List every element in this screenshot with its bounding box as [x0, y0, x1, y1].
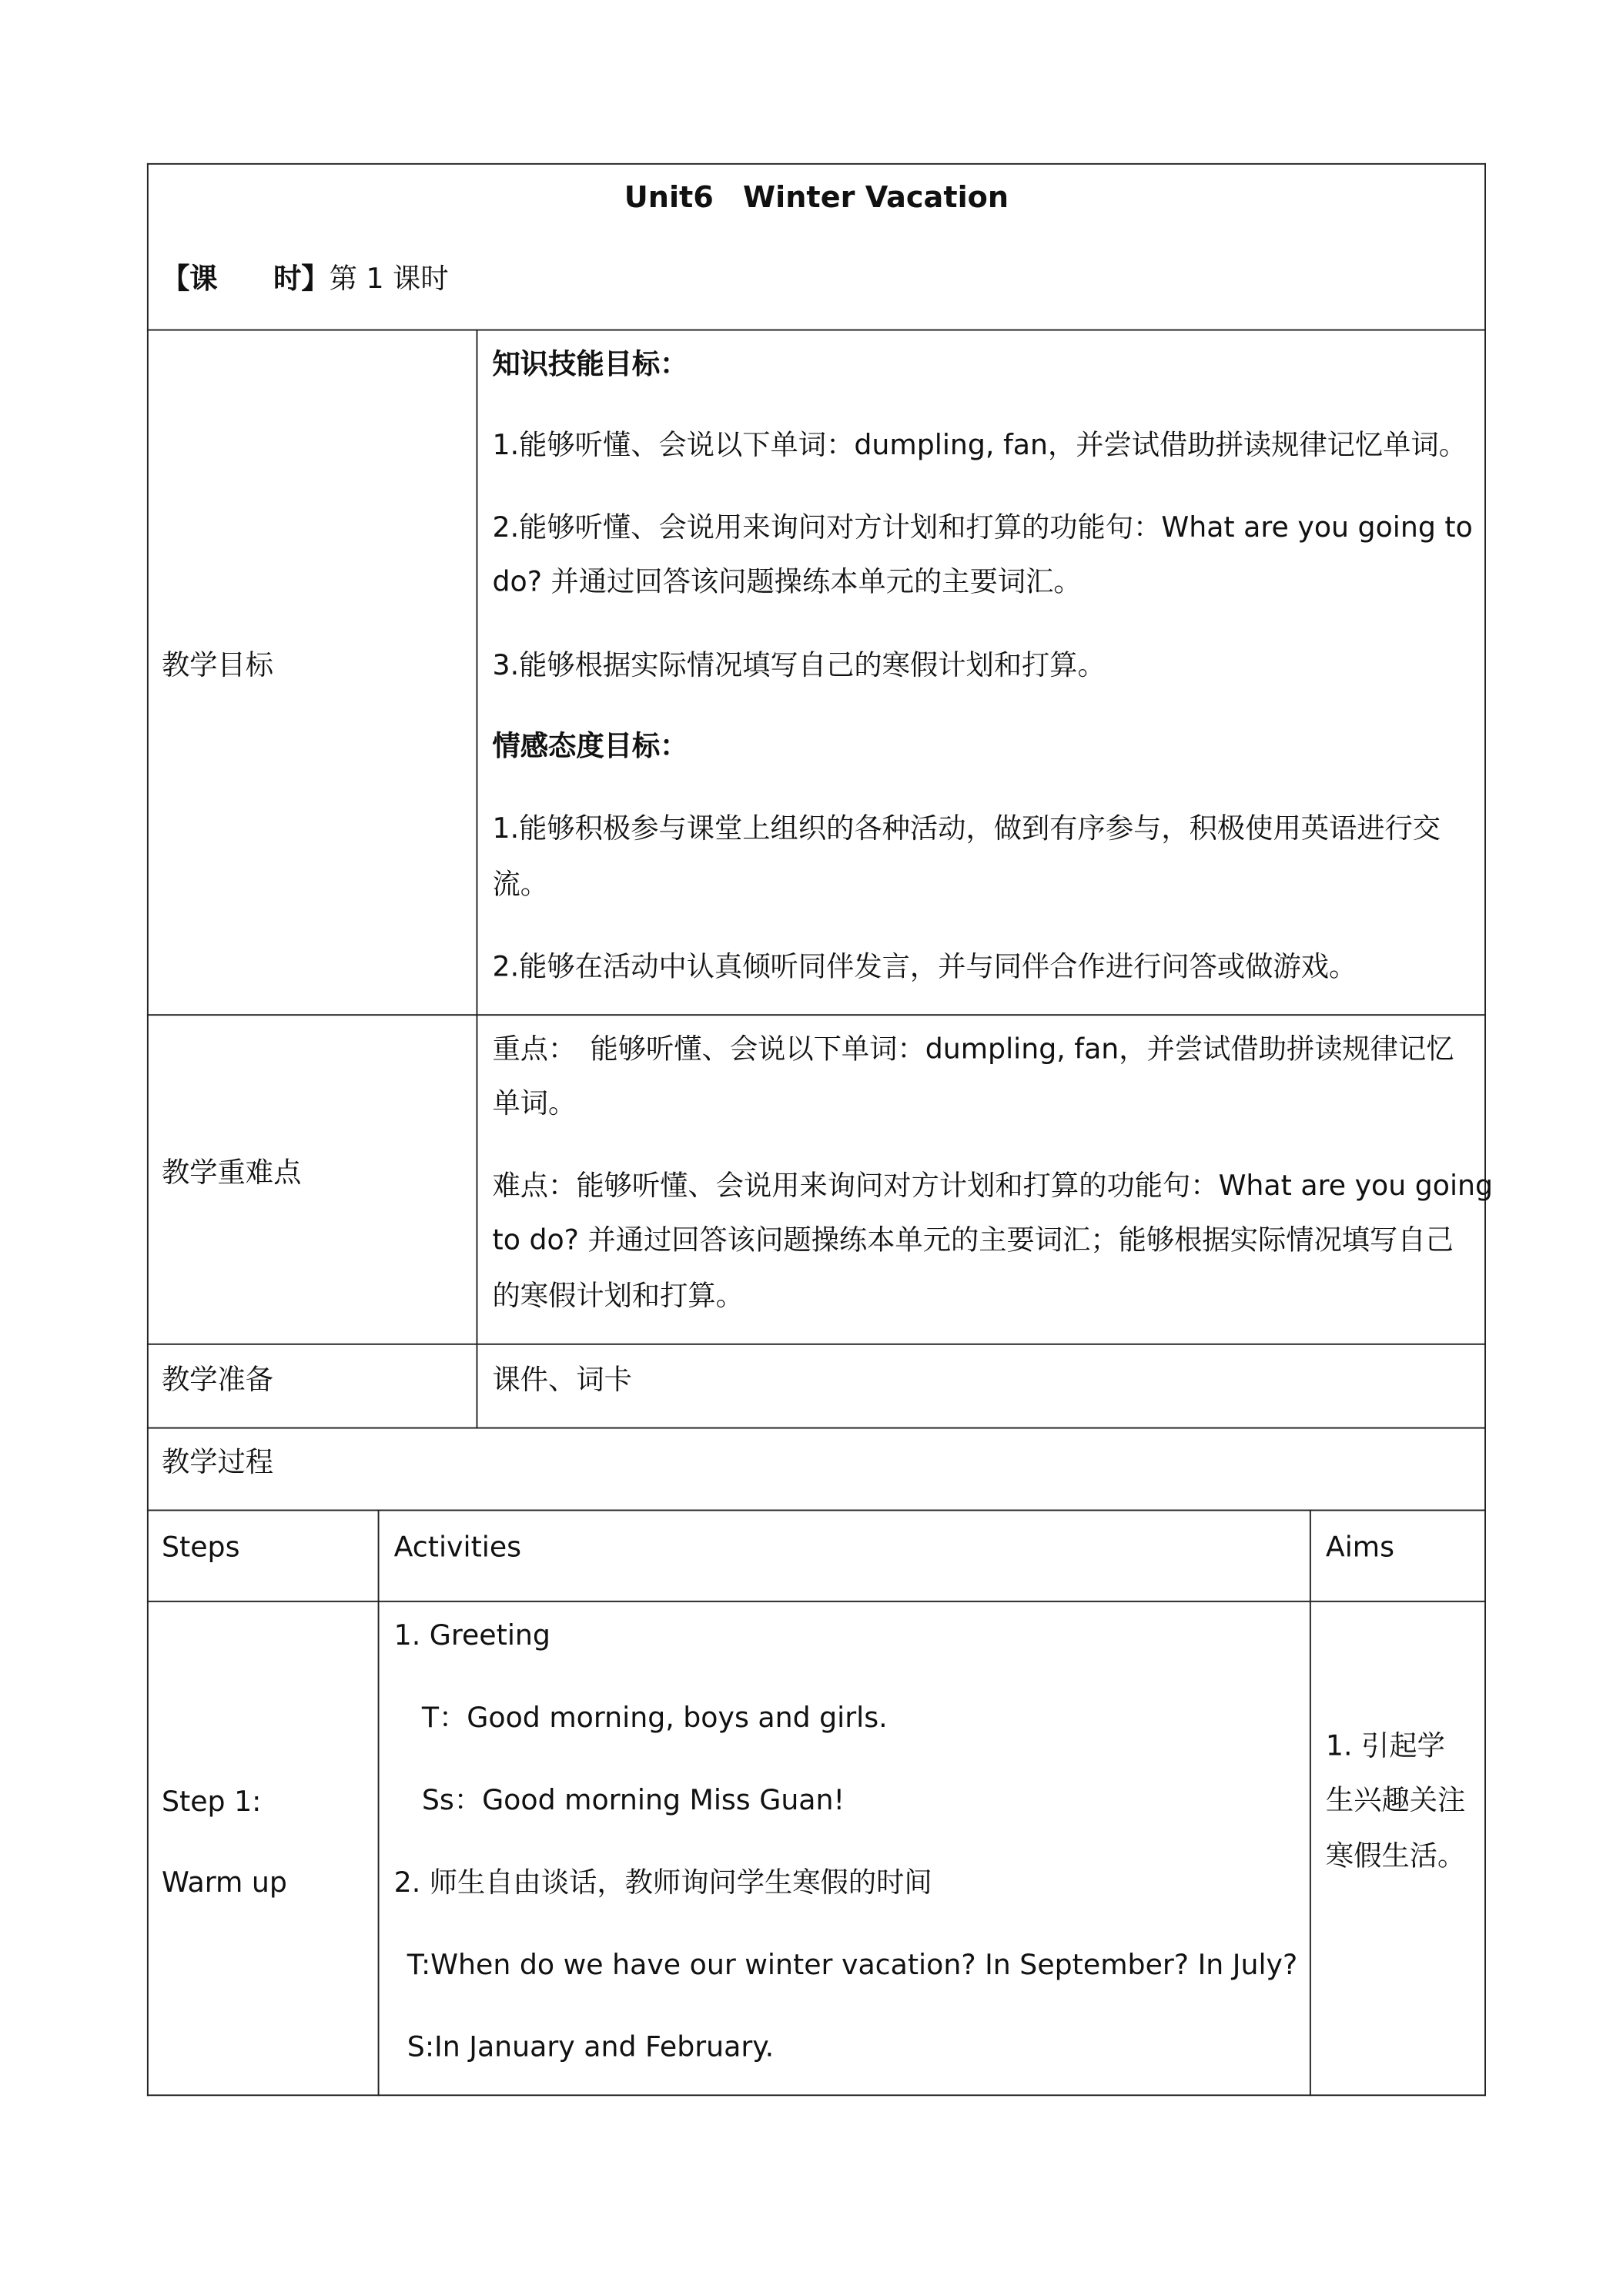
focus-line2: 单词。: [492, 1087, 577, 1120]
objectives-label: 教学目标: [161, 649, 274, 682]
keypoints-label: 教学重难点: [161, 1156, 302, 1190]
column-divider: [1310, 1510, 1311, 2097]
knowledge-heading: 知识技能目标：: [492, 348, 688, 381]
affect-heading: 情感态度目标：: [492, 730, 688, 763]
preparation-label: 教学准备: [161, 1364, 274, 1397]
objective-k2-line1: 2.能够听懂、会说用来询问对方计划和打算的功能句：What are you going to: [492, 511, 1473, 544]
row-divider: [147, 1510, 1486, 1511]
focus-line1: 重点： 能够听懂、会说以下单词：dumpling, fan，并尝试借助拼读规律记忆: [492, 1033, 1454, 1066]
objective-k2-line2: do? 并通过回答该问题操练本单元的主要词汇。: [492, 565, 1082, 598]
step1-activity-2: T：Good morning, boys and girls.: [421, 1702, 888, 1735]
step1-aim-line1: 1. 引起学: [1325, 1729, 1445, 1762]
difficulty-line3: 的寒假计划和打算。: [492, 1280, 744, 1313]
objective-k1: 1.能够听懂、会说以下单词：dumpling, fan，并尝试借助拼读规律记忆单词。: [492, 429, 1467, 462]
row-divider: [147, 1014, 1486, 1016]
difficulty-line1: 难点：能够听懂、会说用来询问对方计划和打算的功能句：What are you going: [492, 1170, 1494, 1203]
objective-a2: 2.能够在活动中认真倾听同伴发言，并与同伴合作进行问答或做游戏。: [492, 951, 1357, 984]
row-divider: [147, 330, 1486, 331]
step1-activity-5: T:When do we have our winter vacation? In September? In July?: [407, 1949, 1298, 1982]
column-divider: [378, 1510, 380, 2097]
lesson-period-label: 【课 时】: [161, 263, 330, 296]
step1-activity-1: 1. Greeting: [393, 1619, 550, 1652]
column-header-aims: Aims: [1325, 1531, 1395, 1565]
objective-a1-line1: 1.能够积极参与课堂上组织的各种活动，做到有序参与，积极使用英语进行交: [492, 812, 1441, 845]
row-divider: [147, 1601, 1486, 1602]
step1-activity-6: S:In January and February.: [407, 2031, 775, 2064]
row-divider: [147, 1344, 1486, 1345]
column-divider: [477, 330, 478, 1429]
column-header-steps: Steps: [161, 1531, 240, 1565]
preparation-value: 课件、词卡: [492, 1364, 632, 1397]
table-border-left: [147, 163, 149, 2096]
row-divider: [147, 1427, 1486, 1429]
table-border-right: [1484, 163, 1486, 2096]
difficulty-line2: to do? 并通过回答该问题操练本单元的主要词汇；能够根据实际情况填写自己: [492, 1224, 1454, 1257]
step1-aim-line3: 寒假生活。: [1325, 1840, 1466, 1873]
process-label: 教学过程: [161, 1446, 274, 1479]
step1-aim-line2: 生兴趣关注: [1325, 1784, 1466, 1817]
table-border-top: [147, 163, 1486, 165]
step1-name-line1: Step 1:: [161, 1786, 262, 1819]
objective-a1-line2: 流。: [492, 869, 549, 902]
table-border-bottom: [147, 2094, 1486, 2096]
document-title: Unit6 Winter Vacation: [624, 179, 1009, 215]
lesson-period-value: 第 1 课时: [329, 263, 449, 296]
lesson-period: [162, 259, 449, 300]
column-header-activities: Activities: [393, 1531, 522, 1565]
step1-name-line2: Warm up: [161, 1866, 287, 1899]
step1-activity-3: Ss：Good morning Miss Guan!: [421, 1784, 845, 1817]
step1-activity-4: 2. 师生自由谈话，教师询问学生寒假的时间: [393, 1866, 932, 1899]
objective-k3: 3.能够根据实际情况填写自己的寒假计划和打算。: [492, 649, 1106, 682]
